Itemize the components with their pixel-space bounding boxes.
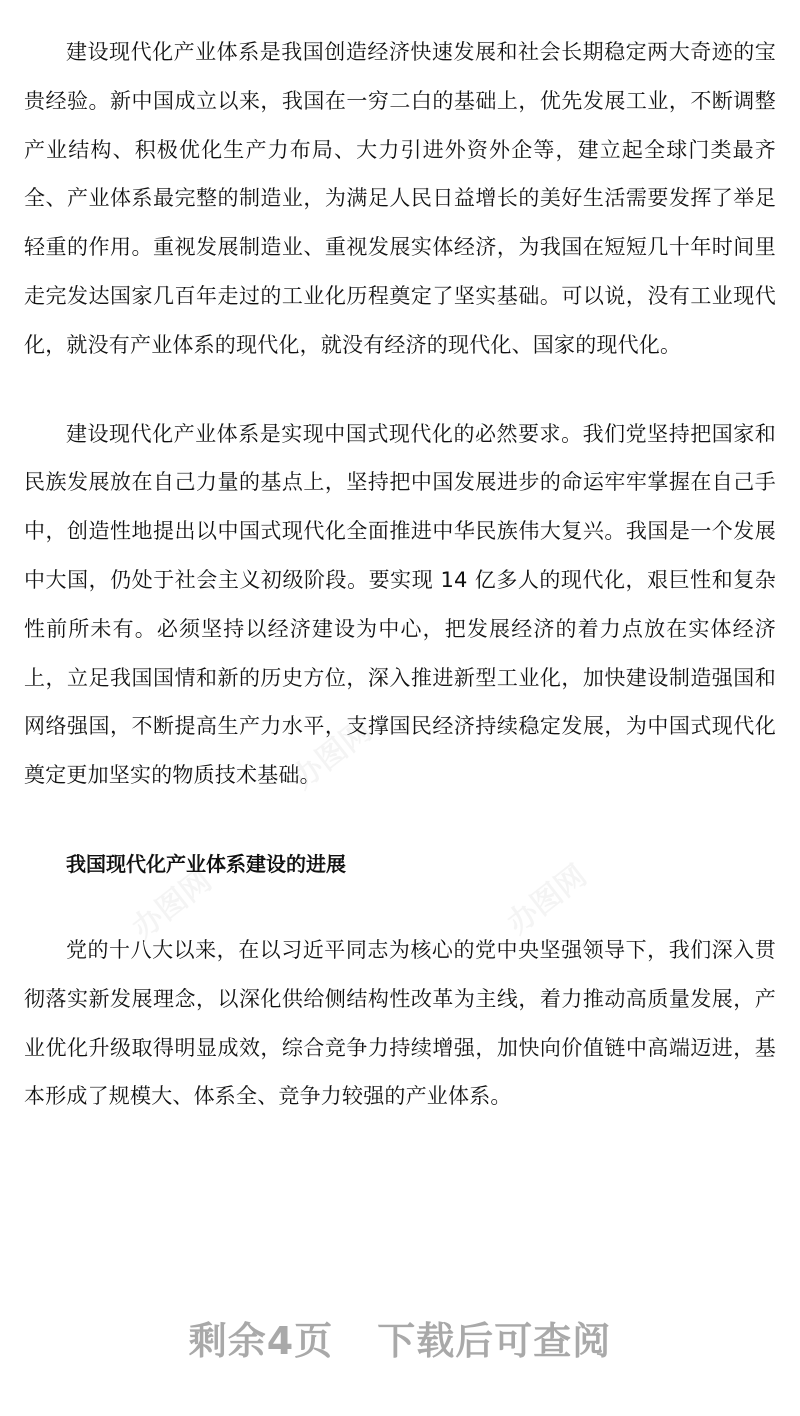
download-to-view-label: 下载后可查阅 <box>377 1319 612 1363</box>
paragraph-2: 建设现代化产业体系是实现中国式现代化的必然要求。我们党坚持把国家和民族发展放在自己力量的基点上，坚持把中国发展进步的命运牢牢掌握在自己手中，创造性地提出以中国式现代化全面推进中华民族伟大复兴。我国是一个发展中大国，仍处于社会主义初级阶段。要实现 14 亿多人的现代化，艰巨性和复杂性前所未有。必须坚持以经济建设为中心，把发展经济的着力点放在实体经济上，立足我国国情和新的历史方位，深入推进新型工业化，加快建设制造强国和网络强国，不断提高生产力水平，支撑国民经济持续稳定发展，为中国式现代化奠定更加坚实的物质技术基础。 <box>24 421 776 788</box>
section-heading: 我国现代化产业体系建设的进展 <box>66 851 346 876</box>
remaining-pages-label: 剩余4页 <box>188 1319 334 1363</box>
document-body <box>24 28 776 1121</box>
paragraph-1: 建设现代化产业体系是我国创造经济快速发展和社会长期稳定两大奇迹的宝贵经验。新中国成立以来，我国在一穷二白的基础上，优先发展工业，不断调整产业结构、积极优化生产力布局、大力引进外资外企等，建立起全球门类最齐全、产业体系最完整的制造业，为满足人民日益增长的美好生活需要发挥了举足轻重的作用。重视发展制造业、重视发展实体经济，为我国在短短几十年时间里走完发达国家几百年走过的工业化历程奠定了坚实基础。可以说，没有工业现代化，就没有产业体系的现代化，就没有经济的现代化、国家的现代化。 <box>24 40 776 357</box>
paragraph-3: 党的十八大以来，在以习近平同志为核心的党中央坚强领导下，我们深入贯彻落实新发展理念，以深化供给侧结构性改革为主线，着力推动高质量发展，产业优化升级取得明显成效，综合竞争力持续增强，加快向价值链中高端迈进，基本形成了规模大、体系全、竞争力较强的产业体系。 <box>24 937 776 1109</box>
download-prompt[interactable] <box>0 1310 800 1365</box>
